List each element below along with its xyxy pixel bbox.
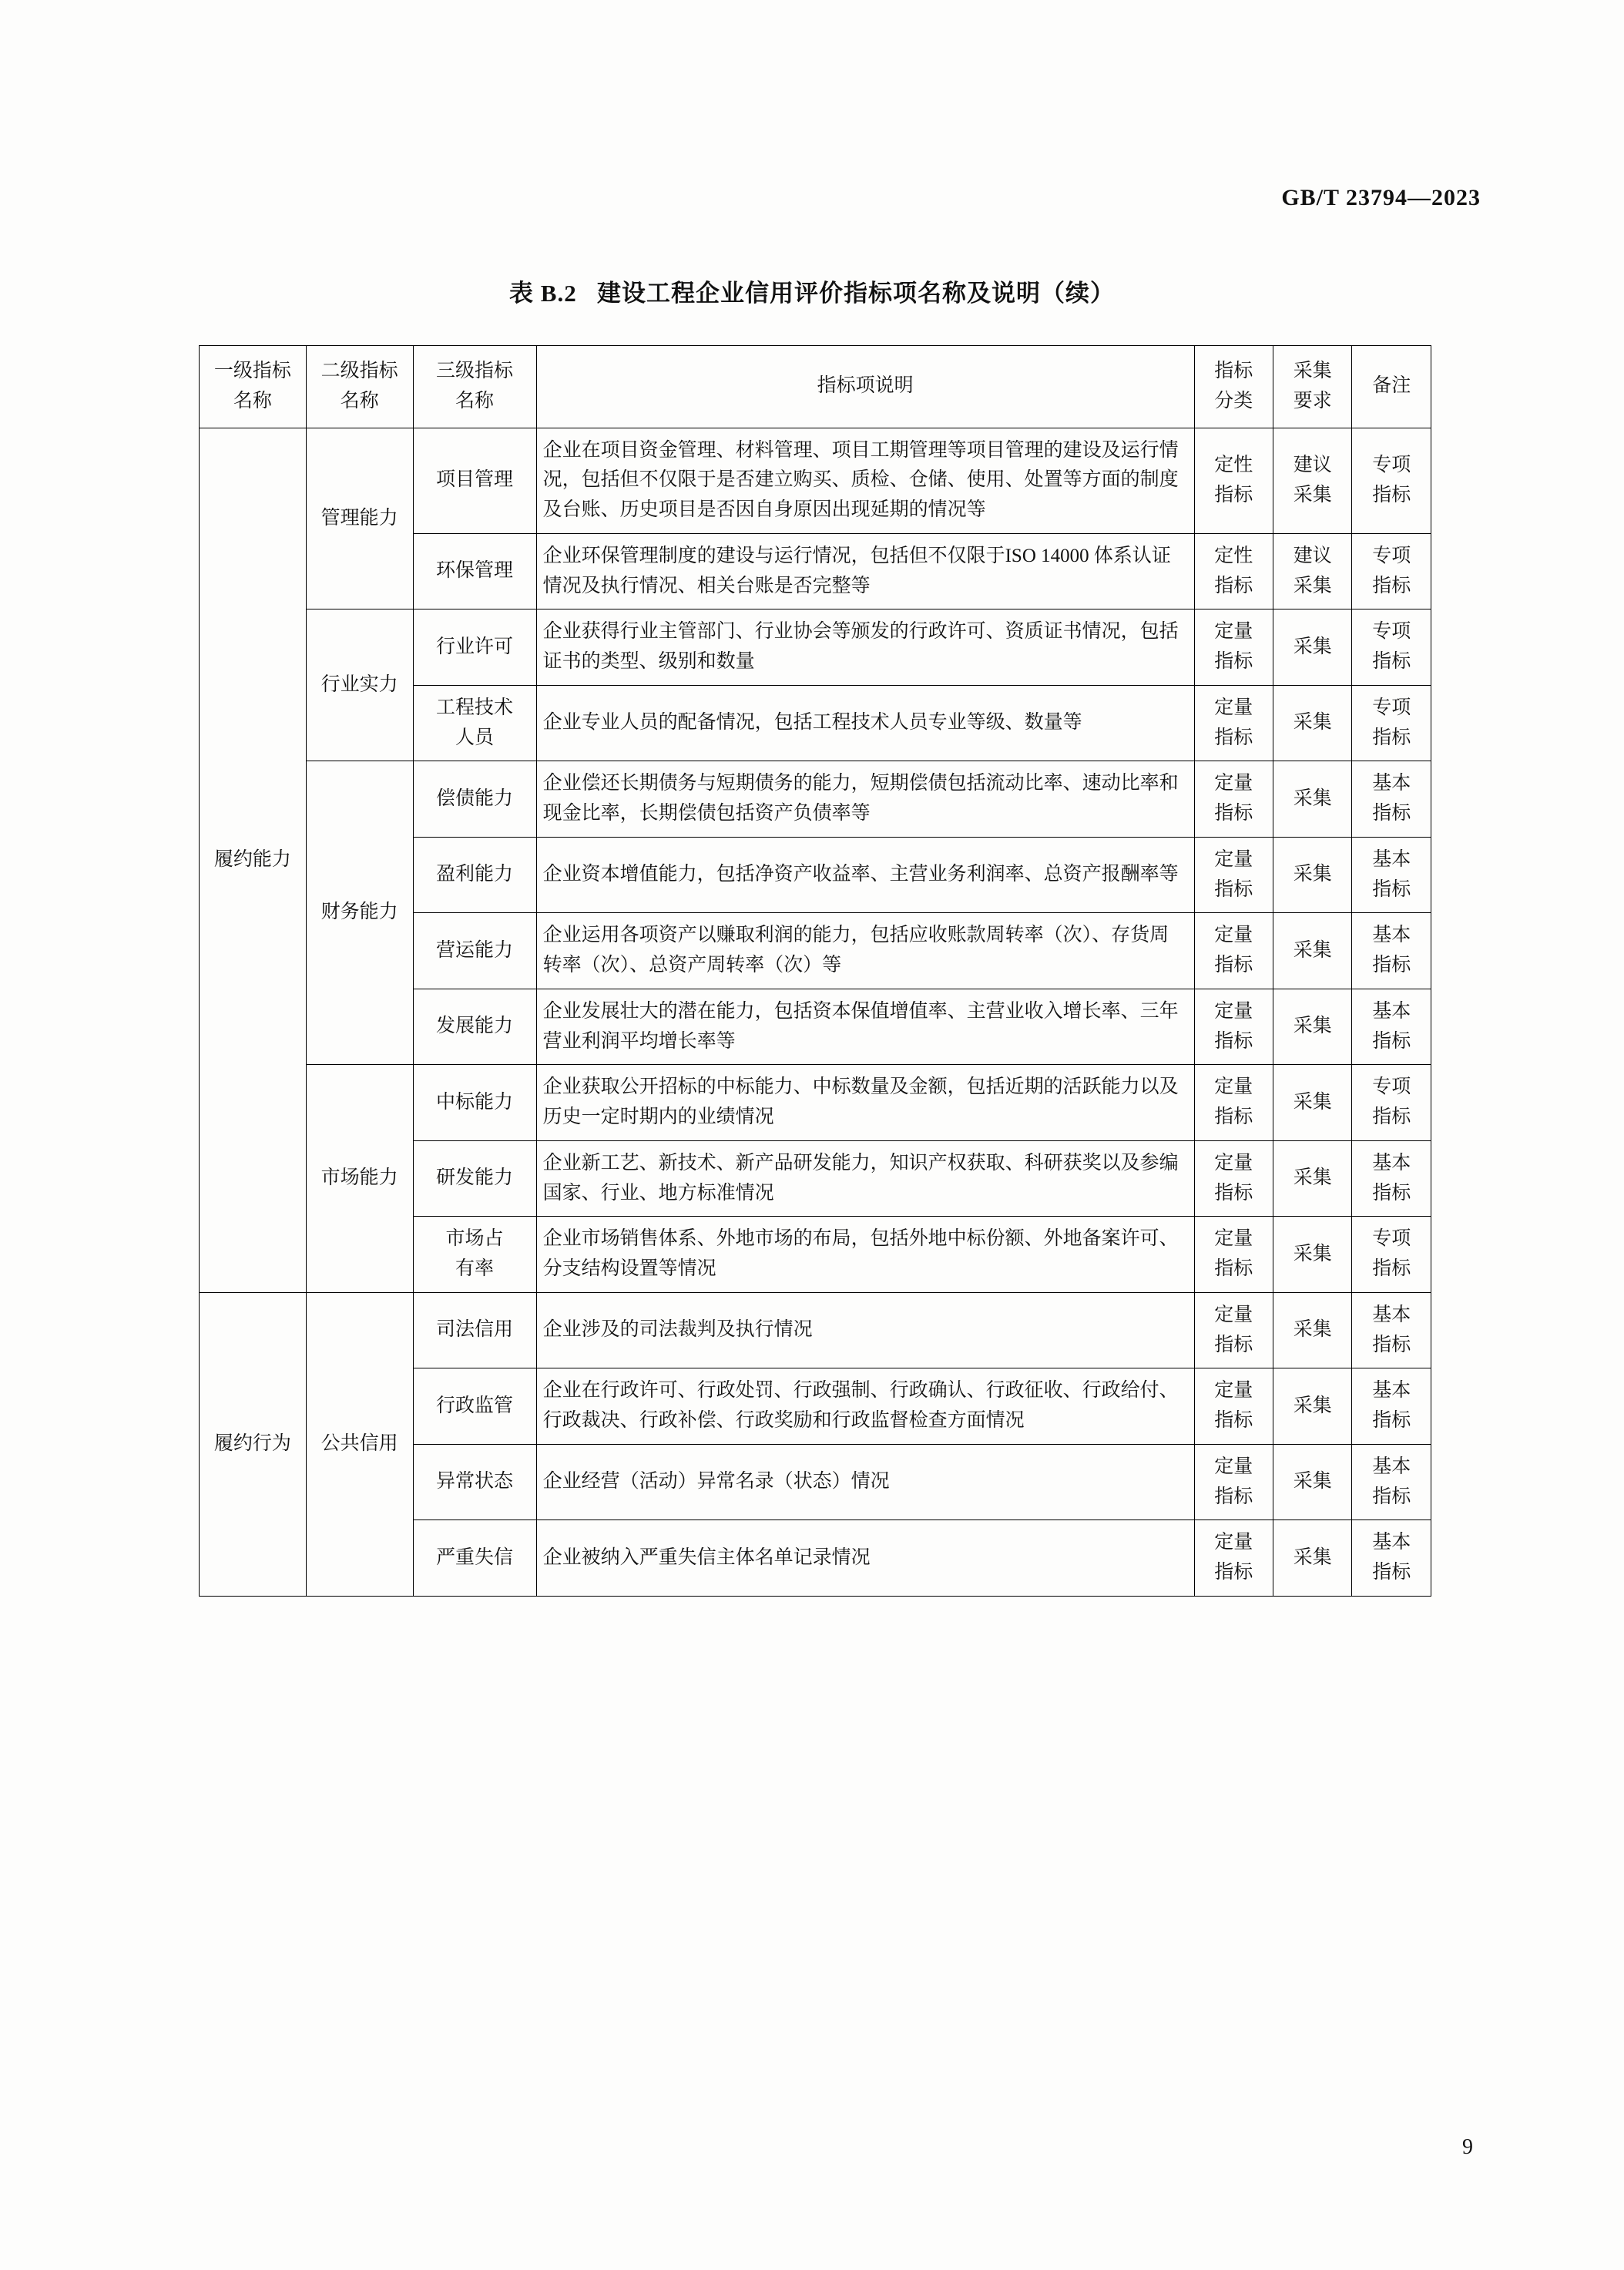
column-header-level1-line1: 一级指标 bbox=[213, 361, 291, 381]
cell-indicator-type bbox=[1194, 1444, 1273, 1520]
cell-remark-line1: 专项 bbox=[1372, 697, 1411, 718]
cell-indicator-type-line1: 定量 bbox=[1214, 925, 1253, 946]
cell-level3-name: 营运能力 bbox=[413, 913, 536, 989]
cell-indicator-type-line1: 定量 bbox=[1214, 621, 1253, 643]
cell-level3-name: 司法信用 bbox=[413, 1292, 536, 1368]
column-header-type-line1: 指标 bbox=[1214, 361, 1253, 381]
cell-description: 企业新工艺、新技术、新产品研发能力，知识产权获取、科研获奖以及参编国家、行业、地方标准情况 bbox=[536, 1140, 1194, 1217]
cell-remark-line2: 指标 bbox=[1372, 878, 1411, 900]
cell-remark bbox=[1352, 913, 1431, 989]
cell-level2-name: 行业实力 bbox=[306, 609, 413, 761]
indicator-table-container bbox=[199, 345, 1431, 1597]
table-row bbox=[200, 609, 1431, 686]
cell-indicator-type bbox=[1194, 609, 1273, 686]
cell-description: 企业专业人员的配备情况，包括工程技术人员专业等级、数量等 bbox=[536, 685, 1194, 761]
cell-collection-requirement: 采集 bbox=[1273, 1140, 1352, 1217]
cell-remark bbox=[1352, 1520, 1431, 1597]
cell-indicator-type bbox=[1194, 685, 1273, 761]
table-head bbox=[200, 346, 1431, 428]
cell-indicator-type-line1: 定量 bbox=[1214, 1000, 1253, 1022]
cell-indicator-type-line2: 指标 bbox=[1214, 1486, 1253, 1507]
cell-level3-name: 偿债能力 bbox=[413, 761, 536, 838]
cell-level3-name bbox=[413, 1217, 536, 1293]
cell-indicator-type-line1: 定性 bbox=[1214, 545, 1253, 566]
cell-level3-name-line1: 工程技术 bbox=[436, 697, 514, 718]
column-header-level2-line2: 名称 bbox=[340, 390, 379, 411]
cell-description: 企业在行政许可、行政处罚、行政强制、行政确认、行政征收、行政给付、行政裁决、行政补偿、行政奖励和行政监督检查方面情况 bbox=[536, 1368, 1194, 1445]
page-number: 9 bbox=[1462, 2135, 1473, 2159]
cell-remark-line2: 指标 bbox=[1372, 1334, 1411, 1355]
cell-remark-line2: 指标 bbox=[1372, 1030, 1411, 1052]
table-row bbox=[200, 761, 1431, 838]
cell-level3-name: 盈利能力 bbox=[413, 837, 536, 913]
cell-indicator-type-line2: 指标 bbox=[1214, 1258, 1253, 1279]
cell-remark-line1: 基本 bbox=[1372, 1532, 1411, 1553]
cell-remark-line2: 指标 bbox=[1372, 727, 1411, 748]
cell-remark-line2: 指标 bbox=[1372, 575, 1411, 596]
cell-indicator-type-line2: 指标 bbox=[1214, 955, 1253, 975]
cell-collection-line2: 采集 bbox=[1293, 484, 1332, 505]
cell-remark bbox=[1352, 428, 1431, 533]
cell-remark-line2: 指标 bbox=[1372, 1182, 1411, 1204]
column-header-level3-line2: 名称 bbox=[455, 390, 495, 411]
cell-indicator-type-line2: 指标 bbox=[1214, 727, 1253, 748]
table-body bbox=[200, 428, 1431, 1596]
cell-level3-name: 项目管理 bbox=[413, 428, 536, 533]
cell-collection-requirement: 采集 bbox=[1273, 685, 1352, 761]
cell-indicator-type bbox=[1194, 1140, 1273, 1217]
cell-collection-requirement: 采集 bbox=[1273, 1368, 1352, 1445]
cell-remark bbox=[1352, 1368, 1431, 1445]
cell-remark-line1: 基本 bbox=[1372, 1152, 1411, 1174]
cell-remark-line1: 基本 bbox=[1372, 1304, 1411, 1325]
cell-indicator-type bbox=[1194, 1065, 1273, 1141]
cell-remark bbox=[1352, 533, 1431, 609]
cell-remark-line1: 基本 bbox=[1372, 1456, 1411, 1477]
cell-indicator-type-line2: 指标 bbox=[1214, 1030, 1253, 1052]
cell-description: 企业获得行业主管部门、行业协会等颁发的行政许可、资质证书情况，包括证书的类型、级别和数量 bbox=[536, 609, 1194, 686]
table-row bbox=[200, 1292, 1431, 1368]
cell-level3-name: 行业许可 bbox=[413, 609, 536, 686]
cell-remark-line1: 基本 bbox=[1372, 773, 1411, 794]
cell-level3-name: 行政监管 bbox=[413, 1368, 536, 1445]
column-header-collection-line2: 要求 bbox=[1293, 390, 1332, 411]
cell-description: 企业环保管理制度的建设与运行情况，包括但不仅限于ISO 14000 体系认证情况及执行情况、相关台账是否完整等 bbox=[536, 533, 1194, 609]
column-header-level2 bbox=[306, 346, 413, 428]
cell-level3-name: 发展能力 bbox=[413, 989, 536, 1065]
cell-remark-line1: 专项 bbox=[1372, 454, 1411, 475]
cell-level3-name: 严重失信 bbox=[413, 1520, 536, 1597]
cell-description: 企业涉及的司法裁判及执行情况 bbox=[536, 1292, 1194, 1368]
cell-indicator-type-line2: 指标 bbox=[1214, 1182, 1253, 1204]
cell-level1-name: 履约能力 bbox=[200, 428, 307, 1292]
cell-indicator-type bbox=[1194, 1368, 1273, 1445]
cell-remark bbox=[1352, 685, 1431, 761]
cell-indicator-type-line2: 指标 bbox=[1214, 575, 1253, 596]
table-row bbox=[200, 428, 1431, 533]
cell-remark-line2: 指标 bbox=[1372, 1258, 1411, 1279]
page-header-standard-number: GB/T 23794—2023 bbox=[1281, 185, 1481, 210]
cell-remark-line1: 专项 bbox=[1372, 621, 1411, 643]
cell-indicator-type bbox=[1194, 913, 1273, 989]
cell-remark-line1: 基本 bbox=[1372, 848, 1411, 870]
cell-description: 企业偿还长期债务与短期债务的能力，短期偿债包括流动比率、速动比率和现金比率，长期偿债包括资产负债率等 bbox=[536, 761, 1194, 838]
cell-description: 企业被纳入严重失信主体名单记录情况 bbox=[536, 1520, 1194, 1597]
cell-remark-line1: 基本 bbox=[1372, 925, 1411, 946]
cell-indicator-type-line1: 定量 bbox=[1214, 1152, 1253, 1174]
cell-remark bbox=[1352, 761, 1431, 838]
table-caption-label: 表 B.2 bbox=[509, 280, 577, 307]
cell-indicator-type-line2: 指标 bbox=[1214, 1410, 1253, 1431]
cell-collection-requirement: 采集 bbox=[1273, 989, 1352, 1065]
table-header-row bbox=[200, 346, 1431, 428]
cell-description: 企业获取公开招标的中标能力、中标数量及金额，包括近期的活跃能力以及历史一定时期内的业绩情况 bbox=[536, 1065, 1194, 1141]
cell-level2-name: 公共信用 bbox=[306, 1292, 413, 1596]
cell-description: 企业资本增值能力，包括净资产收益率、主营业务利润率、总资产报酬率等 bbox=[536, 837, 1194, 913]
cell-level3-name bbox=[413, 685, 536, 761]
cell-level3-name-line1: 市场占 bbox=[445, 1228, 504, 1250]
cell-remark-line2: 指标 bbox=[1372, 484, 1411, 505]
cell-remark bbox=[1352, 1065, 1431, 1141]
cell-collection-requirement: 采集 bbox=[1273, 1065, 1352, 1141]
cell-collection-requirement: 采集 bbox=[1273, 609, 1352, 686]
cell-level3-name: 异常状态 bbox=[413, 1444, 536, 1520]
cell-collection-requirement: 采集 bbox=[1273, 1217, 1352, 1293]
cell-collection-line2: 采集 bbox=[1293, 575, 1332, 596]
column-header-level2-line1: 二级指标 bbox=[320, 361, 398, 381]
cell-indicator-type-line1: 定量 bbox=[1214, 697, 1253, 718]
cell-collection-requirement: 采集 bbox=[1273, 913, 1352, 989]
cell-indicator-type-line1: 定量 bbox=[1214, 773, 1253, 794]
cell-remark bbox=[1352, 989, 1431, 1065]
cell-indicator-type bbox=[1194, 428, 1273, 533]
cell-remark-line2: 指标 bbox=[1372, 803, 1411, 824]
table-caption-text: 建设工程企业信用评价指标项名称及说明（续） bbox=[596, 280, 1115, 307]
column-header-level3-line1: 三级指标 bbox=[436, 361, 514, 381]
cell-indicator-type-line2: 指标 bbox=[1214, 1334, 1253, 1355]
indicator-table bbox=[199, 345, 1431, 1597]
cell-collection-line1: 建议 bbox=[1293, 454, 1332, 475]
cell-indicator-type-line2: 指标 bbox=[1214, 1106, 1253, 1127]
column-header-level1 bbox=[200, 346, 307, 428]
cell-remark bbox=[1352, 1292, 1431, 1368]
cell-indicator-type bbox=[1194, 761, 1273, 838]
cell-level1-name: 履约行为 bbox=[200, 1292, 307, 1596]
cell-level3-name-line2: 有率 bbox=[455, 1258, 495, 1279]
cell-indicator-type-line1: 定量 bbox=[1214, 1304, 1253, 1325]
cell-indicator-type bbox=[1194, 1520, 1273, 1597]
cell-collection-requirement: 采集 bbox=[1273, 1520, 1352, 1597]
column-header-level3 bbox=[413, 346, 536, 428]
cell-level3-name: 环保管理 bbox=[413, 533, 536, 609]
table-caption bbox=[0, 274, 1624, 308]
cell-indicator-type-line1: 定量 bbox=[1214, 1380, 1253, 1402]
cell-remark bbox=[1352, 1217, 1431, 1293]
cell-collection-requirement: 采集 bbox=[1273, 761, 1352, 838]
cell-description: 企业发展壮大的潜在能力，包括资本保值增值率、主营业收入增长率、三年营业利润平均增长率等 bbox=[536, 989, 1194, 1065]
table-row bbox=[200, 1065, 1431, 1141]
column-header-collection bbox=[1273, 346, 1352, 428]
cell-indicator-type-line2: 指标 bbox=[1214, 878, 1253, 900]
cell-indicator-type bbox=[1194, 1292, 1273, 1368]
cell-indicator-type-line1: 定性 bbox=[1214, 454, 1253, 475]
cell-description: 企业在项目资金管理、材料管理、项目工期管理等项目管理的建设及运行情况，包括但不仅限于是否建立购买、质检、仓储、使用、处置等方面的制度及台账、历史项目是否因自身原因出现延期的情况等 bbox=[536, 428, 1194, 533]
cell-indicator-type-line1: 定量 bbox=[1214, 1456, 1253, 1477]
cell-collection-requirement: 采集 bbox=[1273, 1444, 1352, 1520]
cell-level2-name: 管理能力 bbox=[306, 428, 413, 609]
cell-remark-line1: 基本 bbox=[1372, 1000, 1411, 1022]
cell-indicator-type bbox=[1194, 989, 1273, 1065]
cell-description: 企业经营（活动）异常名录（状态）情况 bbox=[536, 1444, 1194, 1520]
cell-remark-line2: 指标 bbox=[1372, 651, 1411, 672]
cell-remark-line1: 专项 bbox=[1372, 1228, 1411, 1250]
cell-indicator-type-line1: 定量 bbox=[1214, 1076, 1253, 1098]
cell-level2-name: 市场能力 bbox=[306, 1065, 413, 1293]
column-header-description: 指标项说明 bbox=[536, 346, 1194, 428]
column-header-type bbox=[1194, 346, 1273, 428]
cell-indicator-type-line2: 指标 bbox=[1214, 651, 1253, 672]
cell-collection-requirement: 采集 bbox=[1273, 1292, 1352, 1368]
cell-indicator-type-line2: 指标 bbox=[1214, 1562, 1253, 1583]
cell-remark bbox=[1352, 1444, 1431, 1520]
cell-remark bbox=[1352, 609, 1431, 686]
cell-collection-requirement bbox=[1273, 533, 1352, 609]
cell-indicator-type-line1: 定量 bbox=[1214, 1532, 1253, 1553]
cell-description: 企业市场销售体系、外地市场的布局，包括外地中标份额、外地备案许可、分支结构设置等情况 bbox=[536, 1217, 1194, 1293]
cell-remark-line1: 基本 bbox=[1372, 1380, 1411, 1402]
cell-level2-name: 财务能力 bbox=[306, 761, 413, 1065]
cell-remark-line1: 专项 bbox=[1372, 1076, 1411, 1098]
column-header-remark: 备注 bbox=[1352, 346, 1431, 428]
cell-remark-line1: 专项 bbox=[1372, 545, 1411, 566]
cell-remark-line2: 指标 bbox=[1372, 955, 1411, 975]
cell-remark-line2: 指标 bbox=[1372, 1410, 1411, 1431]
cell-indicator-type-line1: 定量 bbox=[1214, 1228, 1253, 1250]
cell-description: 企业运用各项资产以赚取利润的能力，包括应收账款周转率（次）、存货周转率（次）、总资产周转率（次）等 bbox=[536, 913, 1194, 989]
cell-remark-line2: 指标 bbox=[1372, 1562, 1411, 1583]
cell-level3-name: 中标能力 bbox=[413, 1065, 536, 1141]
column-header-collection-line1: 采集 bbox=[1293, 361, 1332, 381]
column-header-level1-line2: 名称 bbox=[233, 390, 272, 411]
cell-collection-requirement: 采集 bbox=[1273, 837, 1352, 913]
cell-remark bbox=[1352, 1140, 1431, 1217]
cell-remark bbox=[1352, 837, 1431, 913]
cell-indicator-type-line2: 指标 bbox=[1214, 484, 1253, 505]
cell-remark-line2: 指标 bbox=[1372, 1106, 1411, 1127]
cell-level3-name: 研发能力 bbox=[413, 1140, 536, 1217]
cell-remark-line2: 指标 bbox=[1372, 1486, 1411, 1507]
cell-indicator-type-line2: 指标 bbox=[1214, 803, 1253, 824]
cell-collection-line1: 建议 bbox=[1293, 545, 1332, 566]
column-header-type-line2: 分类 bbox=[1214, 390, 1253, 411]
cell-indicator-type bbox=[1194, 1217, 1273, 1293]
cell-level3-name-line2: 人员 bbox=[455, 727, 495, 748]
cell-indicator-type-line1: 定量 bbox=[1214, 848, 1253, 870]
cell-indicator-type bbox=[1194, 837, 1273, 913]
cell-collection-requirement bbox=[1273, 428, 1352, 533]
cell-indicator-type bbox=[1194, 533, 1273, 609]
